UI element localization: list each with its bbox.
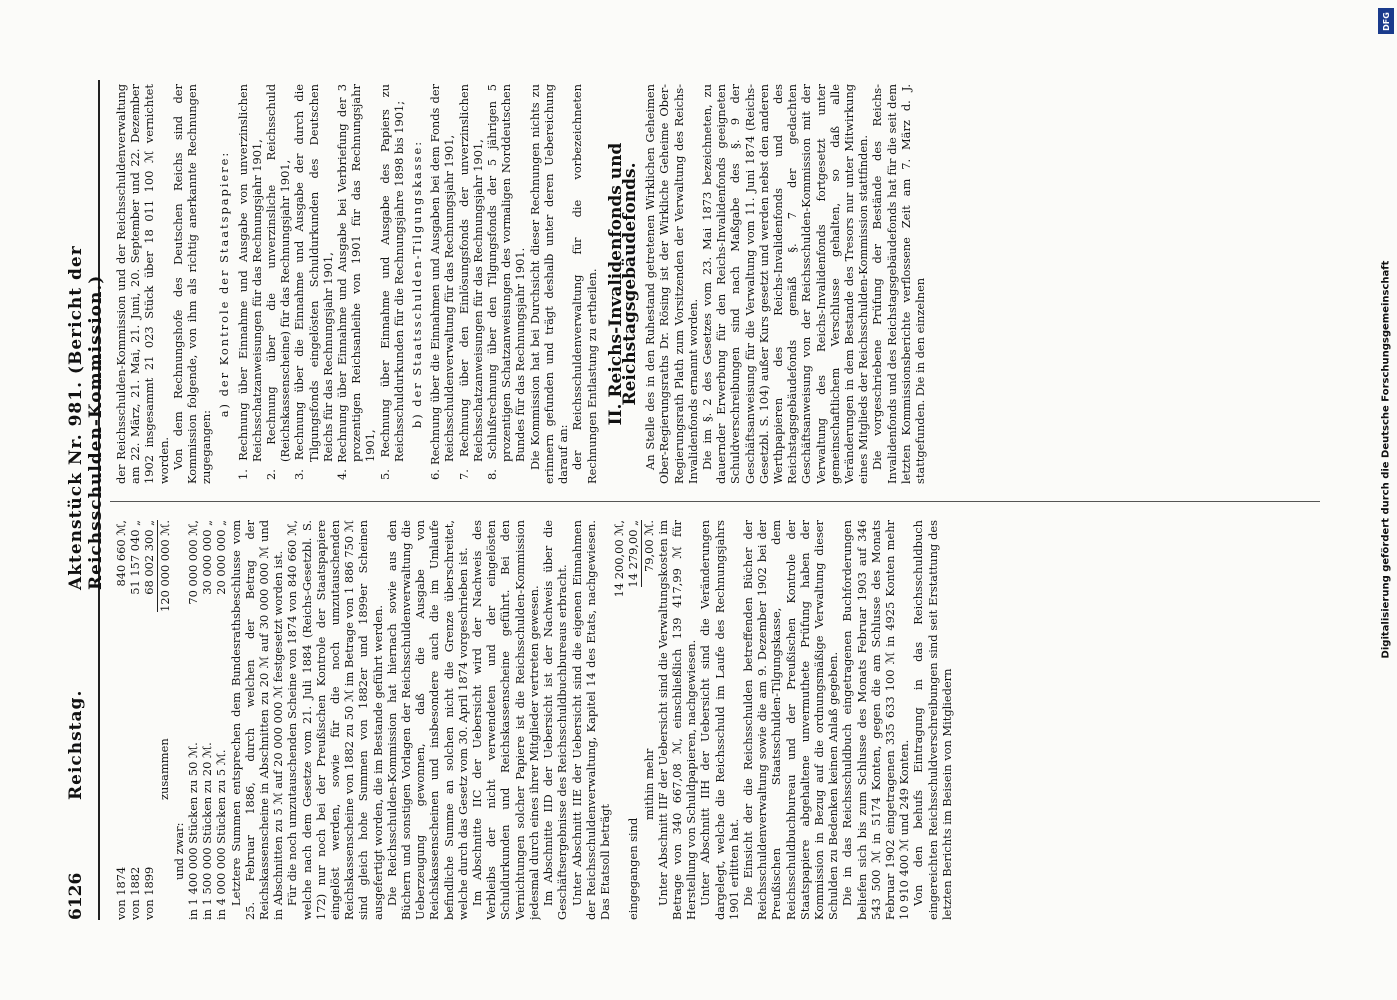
paragraph: Von dem Rechnungshofe des Deutschen Reichs sind der Kommission folgende, von ihm als richtig anerkannte Rechnungen zugegangen:: [170, 84, 214, 484]
list-item: 1. Rechnung über Einnahme und Ausgabe von unverzinslichen Reichsschatzanweisungen für das Rechnungsjahr 1901,: [235, 84, 264, 480]
column-divider: [110, 501, 1320, 502]
piece-line: in 4 000 000 Stücken zu 5 ℳ. 20 000 000 „: [214, 520, 229, 920]
paragraph: Die im §. 2 des Gesetzes vom 23. Mai 1873 bezeichneten, zu dauernder Erwerbung für den Reichs-Invalidenfonds geeigneten Schuldverschreibungen sind nach Maßgabe des §. 9 der Geschäftsanweisung für die Verwaltung vom 11. Juni 1874 (Reichs-Gesetzbl. S. 104) außer Kurs gesetzt und werden nebst den anderen Werthpapieren des Reichs-Invalidenfonds und des Reichstagsgebäudefonds gemäß §. 7 der gedachten Geschäftsanweisung von der Reichsschulden-Kommission mit der Verwaltung des Reichs-Invalidenfonds fortgesetzt unter gemeinschaftlichem Verschlusse gehalten, so daß alle Veränderungen in dem Bestande des Tresors nur unter Mitwirkung eines Mitglieds der Reichsschulden-Kommission stattfinden.: [699, 84, 871, 484]
page-number: 6126: [66, 872, 86, 920]
paragraph: Die in das Reichsschuldbuch eingetragenen Buchforderungen beliefen sich bis zum Schlusse des Monats Februar 1903 auf 346 543 500 ℳ in 5174 Konten, gegen die am Schlusse des Monats Februar 1902 eingetragenen 335 633 100 ℳ in 4925 Konten mehr 10 910 400 ℳ und 249 Konten.: [840, 520, 912, 920]
list-item: 3. Rechnung über die Einnahme und Ausgabe der durch die Tilgungsfonds eingelösten Schuldurkunden des Deutschen Reichs für das Rechnungsjahr 1901,: [292, 84, 335, 480]
paragraph: Unter Abschnitt IIF der Uebersicht sind die Verwaltungskosten im Betrage von 340 667,08 ℳ, einschließlich 139 417,99 ℳ für Herstellung von Schuldpapieren, nachgewiesen.: [655, 520, 699, 920]
paragraph: Die Reichsschulden-Kommission hat hiernach sowie aus den Büchern und sonstigen Vorlagen der Reichsschuldenverwaltung die Ueberzeugung gewonnen, daß die Ausgabe von Reichskassenscheinen und insbesondere auch die im Umlaufe befindliche Summe an solchen nicht die Grenze überschreitet, welche durch das Gesetz vom 30. April 1874 vorgeschrieben ist.: [384, 520, 470, 920]
und-zwar-label: und zwar:: [171, 822, 186, 880]
list-item: 8. Schlußrechnung über den Tilgungsfonds der 5 jährigen 5 prozentigen Schatzanweisungen des vormaligen Norddeutschen Bundes für das Rechnungsjahr 1901.: [485, 84, 528, 480]
paragraph: Die Kommission hat bei Durchsicht dieser Rechnungen nichts zu erinnern gefunden und trägt deshalb unter deren Uebereichung darauf an:: [527, 84, 571, 484]
list-item: 5. Rechnung über Einnahme und Ausgabe des Papiers zu Reichsschuldurkunden für die Rechnungsjahre 1898 bis 1901;: [377, 84, 406, 480]
dfg-logo: DFG: [1378, 8, 1394, 34]
list-item: 2. Rechnung über die unverzinsliche Reichsschuld (Reichskassenscheine) für das Rechnungsjahr 1901,: [264, 84, 293, 480]
list-item: 6. Rechnung über die Einnahmen und Ausgaben bei dem Fonds der Reichsschuldenverwaltung für das Rechnungsjahr 1901,: [428, 84, 457, 480]
received-line: eingegangen sind 14 279,00 „: [626, 520, 641, 920]
document-reference: Aktenstück Nr. 981. (Bericht der Reichsschulden-Kommission.): [66, 245, 106, 590]
paragraph: Die vorgeschriebene Prüfung der Bestände des Reichs-Invalidenfonds und des Reichstagsgebäudefonds hat für die seit dem letzten Kommissionsberichte verflossene Zeit am 7. März d. J. stattgefunden. Die in den einzelnen: [870, 84, 927, 484]
paragraph: Für die noch umzutauschenden Scheine von 1874 von 840 660 ℳ, welche nach dem Gesetze vom 21. Juli 1884 (Reichs-Gesetzbl. S. 172) nur noch bei der Preußischen Kontrole der Staatspapiere eingelöst werden, sowie für die noch umzutauschenden Reichskassenscheine von 1882 zu 50 ℳ im Betrage von 1 886 750 ℳ sind gleich hohe Summen von 1882er und 1899er Scheinen ausgefertigt worden, die im Bestande geführt werden.: [285, 520, 385, 920]
paragraph: Im Abschnitte IIC der Uebersicht wird der Nachweis des Verbleibs der nicht verwendeten und der eingelösten Schuldurkunden und Reichskassenscheine geführt. Bei den Vernichtungen solcher Papiere ist die Reichsschulden-Kommission jedesmal durch eines ihrer Mitglieder vertreten gewesen.: [470, 520, 541, 920]
left-column: [114, 520, 1324, 920]
section-heading: II. Reichs-Invalidenfonds und Reichstagsgebäudefonds.: [605, 142, 640, 426]
etat-amount: 14 200,00 ℳ,: [612, 520, 627, 598]
paragraph: der Reichsschuldenverwaltung für die vorbezeichneten Rechnungen Entlastung zu ertheilen.: [570, 84, 599, 484]
paragraph: Von den behufs Eintragung in das Reichsschuldbuch eingereichten Reichsschuldverschreibungen sind seit Erstattung des letzten Berichts im Beisein von Mitgliedern: [911, 520, 954, 920]
paragraph: Unter Abschnitt IIE der Uebersicht sind die eigenen Einnahmen der Reichsschuldenverwaltung, Kapitel 14 des Etats, nachgewiesen. Das Etatsoll beträgt: [569, 520, 612, 920]
chamber-title: Reichstag.: [66, 689, 86, 800]
right-column: [114, 84, 1324, 484]
year-line: von 1899 68 002 300 „: [142, 520, 157, 920]
subheading-b: b) der Staatsschulden-Tilgungskasse:: [410, 139, 425, 429]
paragraph: An Stelle des in den Ruhestand getretenen Wirklichen Geheimen Ober-Regierungsraths Dr. Rösing ist der Wirkliche Geheime Ober-Regierungsrath Plath zum Vorsitzenden der Verwaltung des Reichs-Invalidenfonds ernannt worden.: [643, 84, 700, 484]
document-page: [58, 80, 1338, 920]
paragraph: Die Einsicht der die Reichsschulden betreffenden Bücher der Reichsschuldenverwaltung sowie die am 9. Dezember 1902 bei der Preußischen Staatsschulden-Tilgungskasse, dem Reichsschuldbuchbureau und der Preußischen Kontrole der Staatspapiere abgehaltene unvermuthete Prüfung haben der Kommission in Bezug auf die ordnungsmäßige Verwaltung dieser Schulden zu Bedenken keinen Anlaß gegeben.: [740, 520, 841, 920]
subheading-a: a) der Kontrole der Staatspapiere:: [217, 150, 232, 418]
list-item: 4. Rechnung über Einnahme und Ausgabe bei Verbriefung der 3 prozentigen Reichsanleihe von 1901 für das Rechnungsjahr 1901,: [335, 84, 378, 480]
paragraph: Unter Abschnitt IIH der Uebersicht sind die Veränderungen dargelegt, welche die Reichsschuld im Laufe des Rechnungsjahrs 1901 erlitten hat.: [698, 520, 741, 920]
year-line: von 1882 51 157 040 „: [128, 520, 143, 920]
list-item: 7. Rechnung über den Einlösungsfonds der unverzinslichen Reichsschatzanweisungen für das Rechnungsjahr 1901,: [456, 84, 485, 480]
piece-line: in 1 400 000 Stücken zu 50 ℳ. 70 000 000 ℳ,: [186, 520, 201, 920]
year-line: von 1874 840 660 ℳ,: [114, 520, 128, 920]
paragraph: Letztere Summen entsprechen dem Bundesrathsbeschlusse vom 25. Februar 1886, durch welchen der Betrag der Reichskassenscheine in Abschnitten zu 20 ℳ auf 30 000 000 ℳ und in Abschnitten zu 5 ℳ auf 20 000 000 ℳ festgesetzt worden ist.: [228, 520, 286, 920]
surplus-line: mithin mehr 79,00 ℳ.: [641, 520, 656, 820]
paragraph: Im Abschnitte IID der Uebersicht ist der Nachweis über die Geschäftsergebnisse des Reichsschuldbuchbureaus erbracht.: [541, 520, 570, 920]
total-line: zusammen 120 000 000 ℳ.: [156, 520, 172, 800]
page-header: [58, 80, 106, 920]
paragraph: der Reichsschulden-Kommission und der Reichsschuldenverwaltung am 22. März, 21. Mai, 21. Juni, 20. September und 22. Dezember 1902 insgesammt 21 023 Stück über 18 011 100 ℳ vernichtet worden.: [114, 84, 171, 484]
digitization-note: Digitalisierung gefördert durch die Deutsche Forschungsgemeinschaft: [1380, 260, 1392, 659]
digitization-sidebar: [1376, 14, 1394, 934]
piece-line: in 1 500 000 Stücken zu 20 ℳ. 30 000 000 „: [200, 520, 215, 920]
